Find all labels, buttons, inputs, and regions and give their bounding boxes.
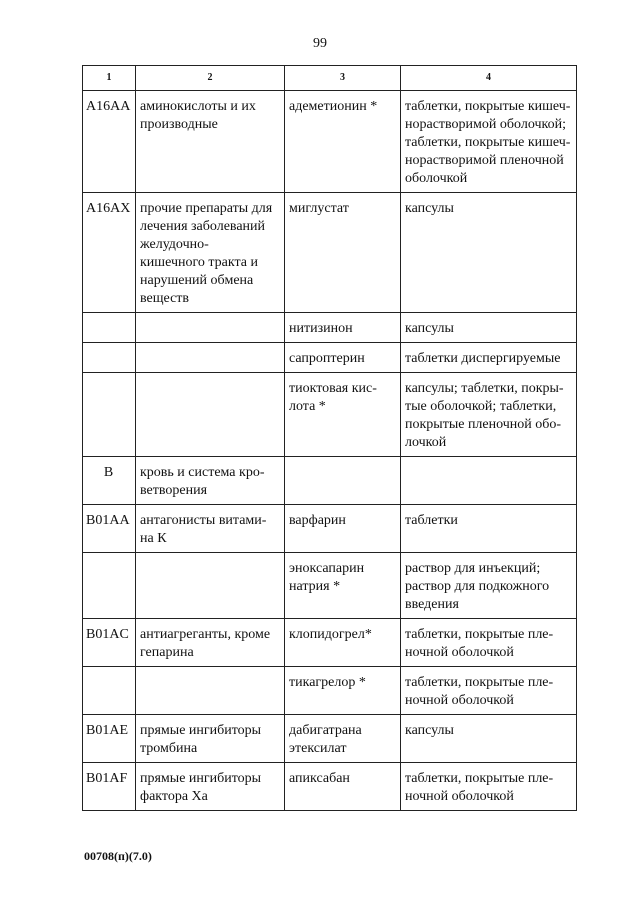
group-cell: аминокислоты и их производные	[136, 91, 285, 193]
column-header-3: 3	[285, 66, 401, 91]
table-row	[83, 763, 577, 811]
atc-code-cell	[83, 553, 136, 619]
group-cell	[136, 313, 285, 343]
drug-cell: дабигатрана этексилат	[285, 715, 401, 763]
atc-code-cell: B01AC	[83, 619, 136, 667]
header-row	[83, 66, 577, 91]
atc-code-cell: A16AA	[83, 91, 136, 193]
table-row	[83, 619, 577, 667]
table-row	[83, 193, 577, 313]
table-row	[83, 457, 577, 505]
group-cell	[136, 373, 285, 457]
group-cell	[136, 343, 285, 373]
group-cell: прямые ингибиторы фактора Ха	[136, 763, 285, 811]
atc-code-cell: B	[83, 457, 136, 505]
dosage-form-cell	[401, 457, 577, 505]
atc-code-cell	[83, 667, 136, 715]
atc-code-cell	[83, 313, 136, 343]
dosage-form-cell: таблетки	[401, 505, 577, 553]
dosage-form-cell: капсулы	[401, 193, 577, 313]
dosage-form-cell: капсулы	[401, 313, 577, 343]
column-header-2: 2	[136, 66, 285, 91]
drug-cell: тикагрелор *	[285, 667, 401, 715]
group-cell: кровь и система кро- ветворения	[136, 457, 285, 505]
table-header	[83, 66, 577, 91]
atc-code-cell	[83, 373, 136, 457]
drug-cell: миглустат	[285, 193, 401, 313]
table-row	[83, 553, 577, 619]
table-row	[83, 715, 577, 763]
atc-code-cell	[83, 343, 136, 373]
dosage-form-cell: раствор для инъекций; раствор для подкожного введения	[401, 553, 577, 619]
atc-code-cell: B01AE	[83, 715, 136, 763]
drug-cell: варфарин	[285, 505, 401, 553]
table-body	[83, 91, 577, 811]
atc-code-cell: B01AA	[83, 505, 136, 553]
group-cell: антагонисты витами- на К	[136, 505, 285, 553]
dosage-form-cell: таблетки, покрытые кишеч- норастворимой оболочкой; таблетки, покрытые кишеч- норастворимой пленочной оболочкой	[401, 91, 577, 193]
dosage-form-cell: таблетки, покрытые пле- ночной оболочкой	[401, 667, 577, 715]
table-row	[83, 91, 577, 193]
atc-code-cell: A16AX	[83, 193, 136, 313]
group-cell: антиагреганты, кроме гепарина	[136, 619, 285, 667]
drug-cell: эноксапарин натрия *	[285, 553, 401, 619]
dosage-form-cell: таблетки диспергируемые	[401, 343, 577, 373]
dosage-form-cell: таблетки, покрытые пле- ночной оболочкой	[401, 763, 577, 811]
drug-cell: апиксабан	[285, 763, 401, 811]
atc-code-cell: B01AF	[83, 763, 136, 811]
column-header-4: 4	[401, 66, 577, 91]
drug-cell: тиоктовая кис- лота *	[285, 373, 401, 457]
table-row	[83, 343, 577, 373]
column-header-1: 1	[83, 66, 136, 91]
table-row	[83, 313, 577, 343]
group-cell	[136, 667, 285, 715]
dosage-form-cell: таблетки, покрытые пле- ночной оболочкой	[401, 619, 577, 667]
drug-cell	[285, 457, 401, 505]
group-cell	[136, 553, 285, 619]
dosage-form-cell: капсулы; таблетки, покры- тые оболочкой; таблетки, покрытые пленочной обо- лочкой	[401, 373, 577, 457]
table-row	[83, 373, 577, 457]
dosage-form-cell: капсулы	[401, 715, 577, 763]
drug-cell: нитизинон	[285, 313, 401, 343]
drug-table	[82, 65, 577, 811]
group-cell: прямые ингибиторы тромбина	[136, 715, 285, 763]
document-code-footer: 00708(п)(7.0)	[84, 849, 152, 863]
drug-cell: клопидогрел*	[285, 619, 401, 667]
drug-cell: адеметионин *	[285, 91, 401, 193]
page-number: 99	[313, 36, 327, 51]
drug-cell: сапроптерин	[285, 343, 401, 373]
table-row	[83, 505, 577, 553]
group-cell: прочие препараты для лечения заболеваний желудочно- кишечного тракта и нарушений обмена веществ	[136, 193, 285, 313]
table-row	[83, 667, 577, 715]
